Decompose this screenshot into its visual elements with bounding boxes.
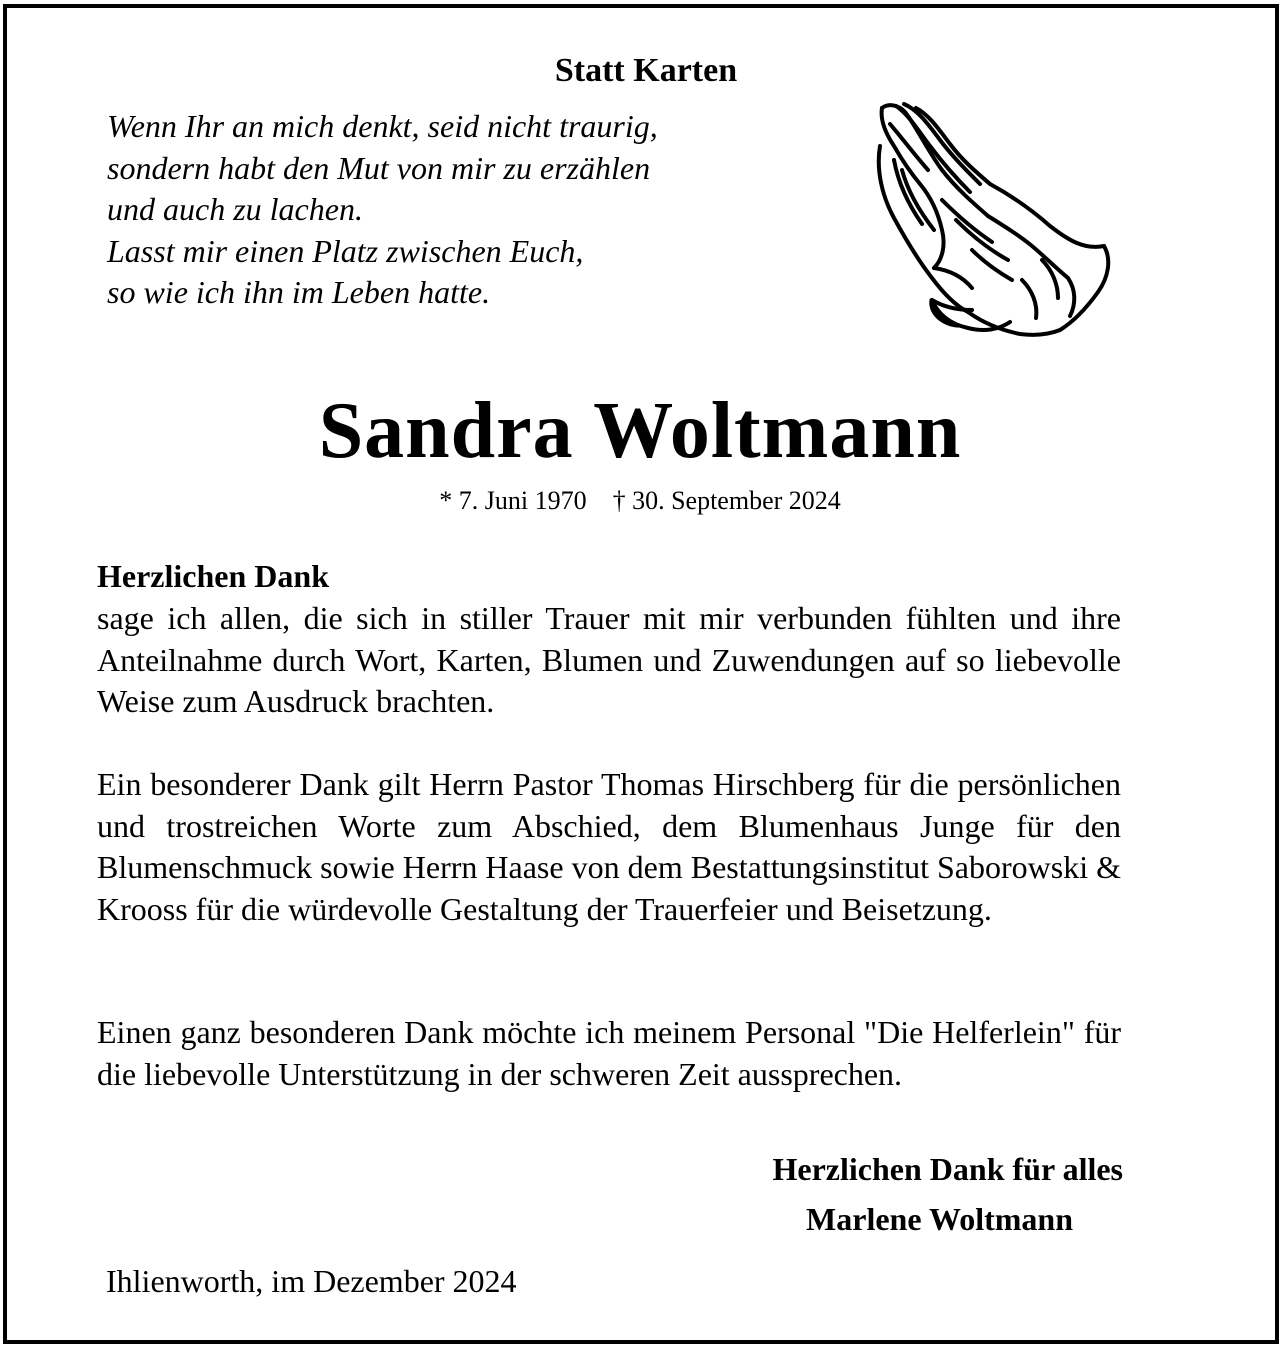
closing-block <box>663 1144 1123 1244</box>
death-date: † 30. September 2024 <box>612 486 841 515</box>
poem-line: sondern habt den Mut von mir zu erzählen <box>107 149 651 186</box>
signature: Marlene Woltmann <box>806 1201 1073 1237</box>
poem <box>107 106 807 314</box>
birth-date: * 7. Juni 1970 <box>439 486 587 515</box>
notice-header-title: Statt Karten <box>554 52 738 89</box>
poem-line: so wie ich ihn im Leben hatte. <box>107 274 491 310</box>
poem-line: Lasst mir einen Platz zwischen Euch, <box>107 232 584 269</box>
praying-hands-icon <box>872 100 1117 340</box>
poem-line: und auch zu lachen. <box>107 191 363 227</box>
life-dates <box>0 486 1280 516</box>
body-paragraph: Einen ganz besonderen Dank möchte ich meinem Personal "Die Helferlein" für die liebevolle Unterstützung in der schweren Zeit aussprechen. <box>97 1014 1121 1092</box>
place-date: Ihlienworth, im Dezember 2024 <box>106 1263 517 1299</box>
poem-line: Wenn Ihr an mich denkt, seid nicht traurig, <box>107 108 658 144</box>
deceased-name: Sandra Woltmann <box>318 387 962 475</box>
thanks-heading: Herzlichen Dank <box>97 558 329 594</box>
closing-line: Herzlichen Dank für alles <box>772 1151 1123 1187</box>
body-paragraph: sage ich allen, die sich in stiller Trauer mit mir verbunden fühlten und ihre Anteilnahme durch Wort, Karten, Blumen und Zuwendungen auf so liebevolle Weise zum Ausdruck brachten. <box>97 600 1121 719</box>
body-paragraph: Ein besonderer Dank gilt Herrn Pastor Thomas Hirschberg für die persönlichen und trostreichen Worte zum Abschied, dem Blumenhaus Junge für den Blumenschmuck sowie Herrn Haase von dem Bestattungsinstitut Saborowski & Krooss für die würdevolle Gestaltung der Trauerfeier und Beisetzung. <box>97 766 1121 927</box>
